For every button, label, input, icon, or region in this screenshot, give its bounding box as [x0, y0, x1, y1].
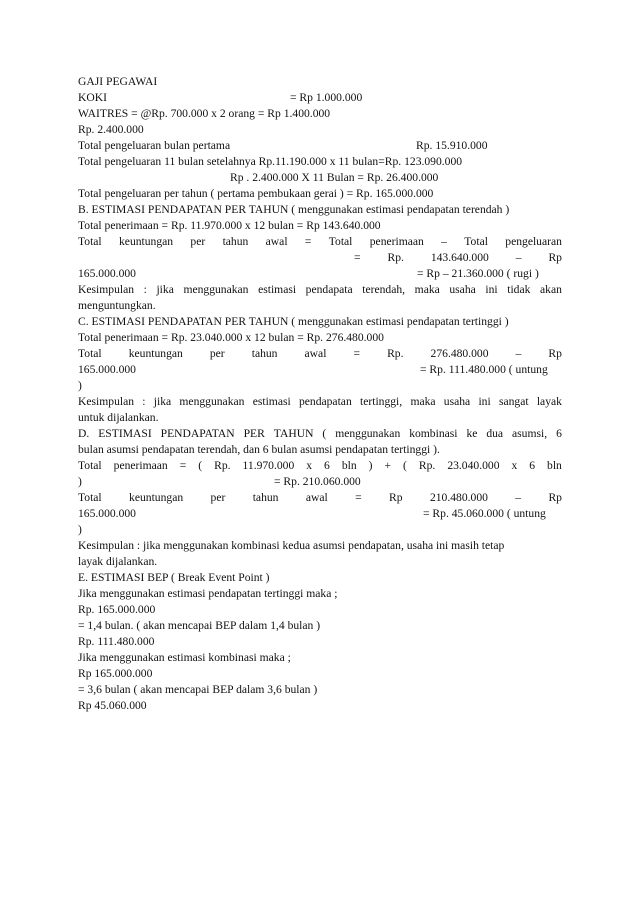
word: – [441, 235, 447, 248]
line-kesimpulan-d: Kesimpulan : jika menggunakan kombinasi kedua asumsi pendapatan, usaha ini masih tetap [78, 539, 505, 552]
paren: ) [78, 475, 82, 488]
word: = [355, 491, 362, 504]
word: = [354, 251, 361, 264]
value-pengeluaran: 165.000.000 [78, 267, 136, 280]
word: menggunakan [179, 395, 245, 408]
word: per [209, 347, 225, 360]
word: Kesimpulan [78, 395, 135, 408]
word: maka [410, 395, 436, 408]
word: – [515, 347, 522, 360]
line-pengeluaran-11-bulan: Total pengeluaran 11 bulan setelahnya Rp.11.190.000 x 11 bulan=Rp. 123.090.000 [78, 155, 463, 168]
word: pengeluaran [505, 235, 562, 248]
word: pendapatan [298, 395, 352, 408]
line-paren-c: ) [78, 379, 82, 392]
word: PENDAPATAN [160, 427, 235, 440]
word: ini [478, 395, 491, 408]
value-pengeluaran: 165.000.000 [78, 363, 136, 376]
word: awal [265, 235, 288, 248]
value-koki: = Rp 1.000.000 [290, 91, 363, 104]
line-kesimpulan-b [78, 282, 562, 297]
word: Rp. [418, 459, 436, 472]
word: penerimaan [113, 459, 168, 472]
line-bep-kombinasi-numerator: Rp 165.000.000 [78, 667, 153, 680]
word: dua [486, 427, 504, 440]
word: : [143, 283, 147, 296]
line-bep-kombinasi-denominator: Rp 45.060.000 [78, 699, 147, 712]
word: Total [464, 235, 488, 248]
section-d-heading [78, 426, 562, 441]
line-pengeluaran-per-tahun: Total pengeluaran per tahun ( pertama pembukaan gerai ) = Rp. 165.000.000 [78, 187, 434, 200]
word: tidak [507, 283, 531, 296]
word: keuntungan [119, 235, 174, 248]
line-pengeluaran-bulan-pertama [78, 138, 562, 153]
word: 276.480.000 [430, 347, 489, 360]
line-bep-tertinggi-numerator: Rp. 165.000.000 [78, 603, 156, 616]
word: usaha [443, 395, 471, 408]
line-waitres: WAITRES = @Rp. 700.000 x 2 orang = Rp 1.400.000 [78, 107, 331, 120]
word: jika [156, 283, 174, 296]
label-pengeluaran-bulan-pertama: Total pengeluaran bulan pertama [78, 139, 231, 152]
line-keuntungan-formula-d [78, 490, 562, 505]
word: x [511, 459, 518, 472]
word: : [142, 395, 146, 408]
word: menggunakan [335, 427, 401, 440]
line-keuntungan-result-c [78, 362, 562, 377]
value-untung: = Rp. 111.480.000 ( untung [420, 363, 548, 376]
word: Total [78, 491, 102, 504]
word: ( [403, 459, 407, 472]
word: akan [540, 283, 562, 296]
word: menggunakan [183, 283, 249, 296]
word: ( [198, 459, 203, 472]
word: = [304, 235, 312, 248]
word: Total [78, 235, 102, 248]
word: keuntungan [128, 347, 183, 360]
line-bep-tertinggi-result: = 1,4 bulan. ( akan mencapai BEP dalam 1,4 bulan ) [78, 619, 321, 632]
word: D. [78, 427, 90, 440]
word: jika [153, 395, 172, 408]
word: 210.480.000 [429, 491, 488, 504]
word: x [306, 459, 313, 472]
word: tahun [222, 235, 249, 248]
word: bln [547, 459, 562, 472]
word: Rp. [387, 251, 404, 264]
word: pendapata [305, 283, 353, 296]
word: – [515, 251, 522, 264]
line-keuntungan-values-b [78, 250, 562, 265]
line-penerimaan-kombinasi [78, 458, 562, 473]
word: per [210, 491, 226, 504]
line-subtotal-gaji: Rp. 2.400.000 [78, 123, 144, 136]
word: estimasi [258, 283, 297, 296]
line-gaji-11-bulan: Rp . 2.400.000 X 11 Bulan = Rp. 26.400.000 [230, 171, 439, 184]
word: = [179, 459, 187, 472]
line-koki [78, 90, 562, 105]
line-penerimaan-terendah: Total penerimaan = Rp. 11.970.000 x 12 bulan = Rp 143.640.000 [78, 219, 381, 232]
word: 6 [324, 459, 330, 472]
line-bep-tertinggi-intro: Jika menggunakan estimasi pendapatan tertinggi maka ; [78, 587, 338, 600]
word: 11.970.000 [242, 459, 295, 472]
word: keuntungan [129, 491, 184, 504]
line-keuntungan-formula-c [78, 346, 562, 361]
value-rugi: = Rp – 21.360.000 ( rugi ) [417, 267, 539, 280]
word: sangat [498, 395, 529, 408]
word: kombinasi [409, 427, 458, 440]
word: tertinggi, [360, 395, 403, 408]
section-d-heading-cont: bulan asumsi pendapatan terendah, dan 6 bulan asumsi pendapatan tertinggi ). [78, 443, 440, 456]
word: Rp. [387, 347, 404, 360]
word: + [384, 459, 392, 472]
word: Rp [548, 491, 562, 504]
line-bep-kombinasi-intro: Jika menggunakan estimasi kombinasi maka ; [78, 651, 291, 664]
line-kesimpulan-d-cont: layak dijalankan. [78, 555, 158, 568]
value-penerimaan-kombinasi: = Rp. 210.060.000 [274, 475, 361, 488]
word: awal [305, 491, 328, 504]
heading-gaji-pegawai: GAJI PEGAWAI [78, 75, 158, 88]
word: usaha [449, 283, 476, 296]
word: maka [414, 283, 440, 296]
value-pengeluaran-bulan-pertama: Rp. 15.910.000 [416, 139, 488, 152]
word: 6 [529, 459, 536, 472]
value-untung-d: = Rp. 45.060.000 ( untung [423, 507, 546, 520]
word: asumsi, [512, 427, 548, 440]
line-kesimpulan-c [78, 394, 562, 409]
word: Kesimpulan [78, 283, 135, 296]
line-bep-kombinasi-result: = 3,6 bulan ( akan mencapai BEP dalam 3,6 bulan ) [78, 683, 318, 696]
word: estimasi [252, 395, 291, 408]
line-penerimaan-kombinasi-result [78, 474, 562, 489]
word: per [190, 235, 206, 248]
word: ESTIMASI [98, 427, 152, 440]
word: bln [341, 459, 357, 472]
line-penerimaan-tertinggi: Total penerimaan = Rp. 23.040.000 x 12 bulan = Rp. 276.480.000 [78, 331, 384, 344]
word: TAHUN [273, 427, 314, 440]
line-keuntungan-formula-b [78, 234, 562, 249]
word: = [353, 347, 361, 360]
word: 143.640.000 [430, 251, 489, 264]
section-c-heading: C. ESTIMASI PENDAPATAN PER TAHUN ( menggunakan estimasi pendapatan tertinggi ) [78, 315, 509, 328]
line-keuntungan-result-b [78, 266, 562, 281]
word: tahun [252, 491, 279, 504]
word: ) [368, 459, 373, 472]
word: tahun [251, 347, 278, 360]
word: terendah, [362, 283, 406, 296]
word: – [515, 491, 522, 504]
word: penerimaan [369, 235, 424, 248]
word: Rp. [214, 459, 231, 472]
line-paren-d: ) [78, 523, 82, 536]
word: Rp [389, 491, 403, 504]
section-b-heading: B. ESTIMASI PENDAPATAN PER TAHUN ( menggunakan estimasi pendapatan terendah ) [78, 203, 510, 216]
word: Total [328, 235, 353, 248]
section-e-heading: E. ESTIMASI BEP ( Break Event Point ) [78, 571, 270, 584]
word: ke [466, 427, 478, 440]
word: 23.040.000 [447, 459, 500, 472]
line-keuntungan-result-d [78, 506, 562, 521]
value-pengeluaran: 165.000.000 [78, 507, 136, 520]
word: Rp [548, 347, 562, 360]
word: 6 [556, 427, 562, 440]
line-kesimpulan-c-cont: untuk dijalankan. [78, 411, 159, 424]
word: Total [78, 459, 102, 472]
word: layak [536, 395, 562, 408]
label-koki: KOKI [78, 91, 107, 104]
line-kesimpulan-b-cont: menguntungkan. [78, 299, 156, 312]
word: PER [243, 427, 265, 440]
word: Rp [548, 251, 562, 264]
line-bep-tertinggi-denominator: Rp. 111.480.000 [78, 635, 155, 648]
word: awal [304, 347, 327, 360]
word: ini [485, 283, 498, 296]
word: ( [322, 427, 327, 440]
word: Total [78, 347, 102, 360]
